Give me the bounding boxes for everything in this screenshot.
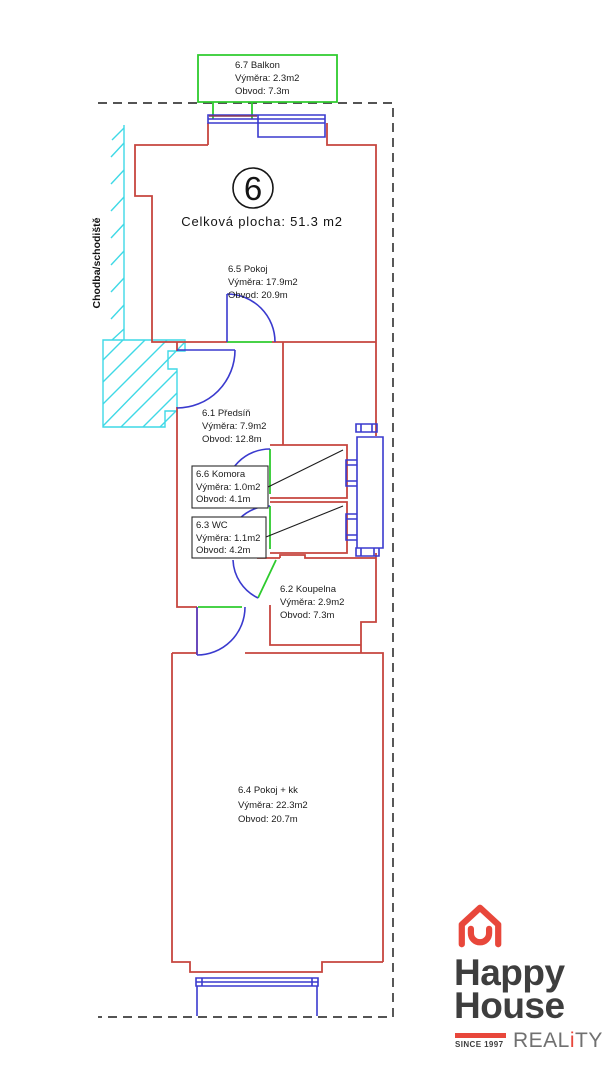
logo-red-bar bbox=[455, 1033, 506, 1038]
corridor-hatch-band bbox=[111, 125, 124, 340]
shaft-column bbox=[346, 424, 383, 556]
svg-text:Obvod: 7.3m: Obvod: 7.3m bbox=[235, 86, 290, 97]
total-area-label: Celková plocha: 51.3 m2 bbox=[181, 214, 343, 229]
svg-text:Výměra: 2.3m2: Výměra: 2.3m2 bbox=[235, 73, 300, 84]
room-label-pokoj bbox=[228, 264, 298, 301]
logo-realty-text: REALiTY bbox=[513, 1029, 603, 1053]
svg-text:6.2 Koupelna: 6.2 Koupelna bbox=[280, 584, 336, 595]
svg-text:Obvod: 4.2m: Obvod: 4.2m bbox=[196, 545, 251, 556]
plot-boundary-dashed bbox=[98, 103, 393, 1017]
staircase-hatch-block bbox=[103, 340, 185, 427]
room-label-pokojkk bbox=[238, 785, 308, 825]
svg-text:Výměra: 7.9m2: Výměra: 7.9m2 bbox=[202, 421, 267, 432]
svg-text:Výměra: 17.9m2: Výměra: 17.9m2 bbox=[228, 277, 298, 288]
window-bottom bbox=[196, 978, 318, 1016]
svg-text:6.5 Pokoj: 6.5 Pokoj bbox=[228, 264, 268, 275]
svg-text:Výměra: 2.9m2: Výměra: 2.9m2 bbox=[280, 597, 345, 608]
svg-text:Obvod: 4.1m: Obvod: 4.1m bbox=[196, 494, 251, 505]
room-label-komora bbox=[192, 466, 268, 508]
window-top bbox=[208, 115, 325, 137]
logo-since-block bbox=[455, 1033, 506, 1049]
room-label-predsin bbox=[202, 408, 266, 445]
logo-since-text: SINCE 1997 bbox=[455, 1040, 504, 1050]
svg-text:6.7 Balkon: 6.7 Balkon bbox=[235, 60, 280, 71]
svg-text:6.6 Komora: 6.6 Komora bbox=[196, 469, 246, 480]
svg-text:Obvod: 12.8m: Obvod: 12.8m bbox=[202, 434, 262, 445]
svg-text:Obvod: 20.9m: Obvod: 20.9m bbox=[228, 290, 288, 301]
svg-text:Výměra: 1.0m2: Výměra: 1.0m2 bbox=[196, 482, 261, 493]
svg-text:Obvod: 7.3m: Obvod: 7.3m bbox=[280, 610, 335, 621]
room-label-wc bbox=[192, 517, 266, 558]
unit-number: 6 bbox=[243, 170, 263, 207]
logo-word-happy: Happy bbox=[454, 952, 565, 993]
corridor-label: Chodba/schodiště bbox=[91, 217, 103, 309]
svg-text:Výměra: 1.1m2: Výměra: 1.1m2 bbox=[196, 533, 261, 544]
svg-text:Výměra: 22.3m2: Výměra: 22.3m2 bbox=[238, 800, 308, 811]
svg-text:6.1 Předsíň: 6.1 Předsíň bbox=[202, 408, 251, 419]
happy-house-logo bbox=[448, 903, 604, 1053]
unit-number-badge bbox=[181, 168, 342, 229]
room-label-koupelna bbox=[280, 584, 344, 621]
leader-lines bbox=[266, 450, 343, 537]
svg-text:6.3 WC: 6.3 WC bbox=[196, 520, 228, 531]
svg-text:6.4 Pokoj + kk: 6.4 Pokoj + kk bbox=[238, 785, 298, 796]
svg-text:Obvod: 20.7m: Obvod: 20.7m bbox=[238, 814, 298, 825]
room-label-balkon bbox=[235, 60, 299, 97]
house-icon bbox=[454, 903, 506, 949]
logo-word-house: House bbox=[454, 984, 565, 1026]
